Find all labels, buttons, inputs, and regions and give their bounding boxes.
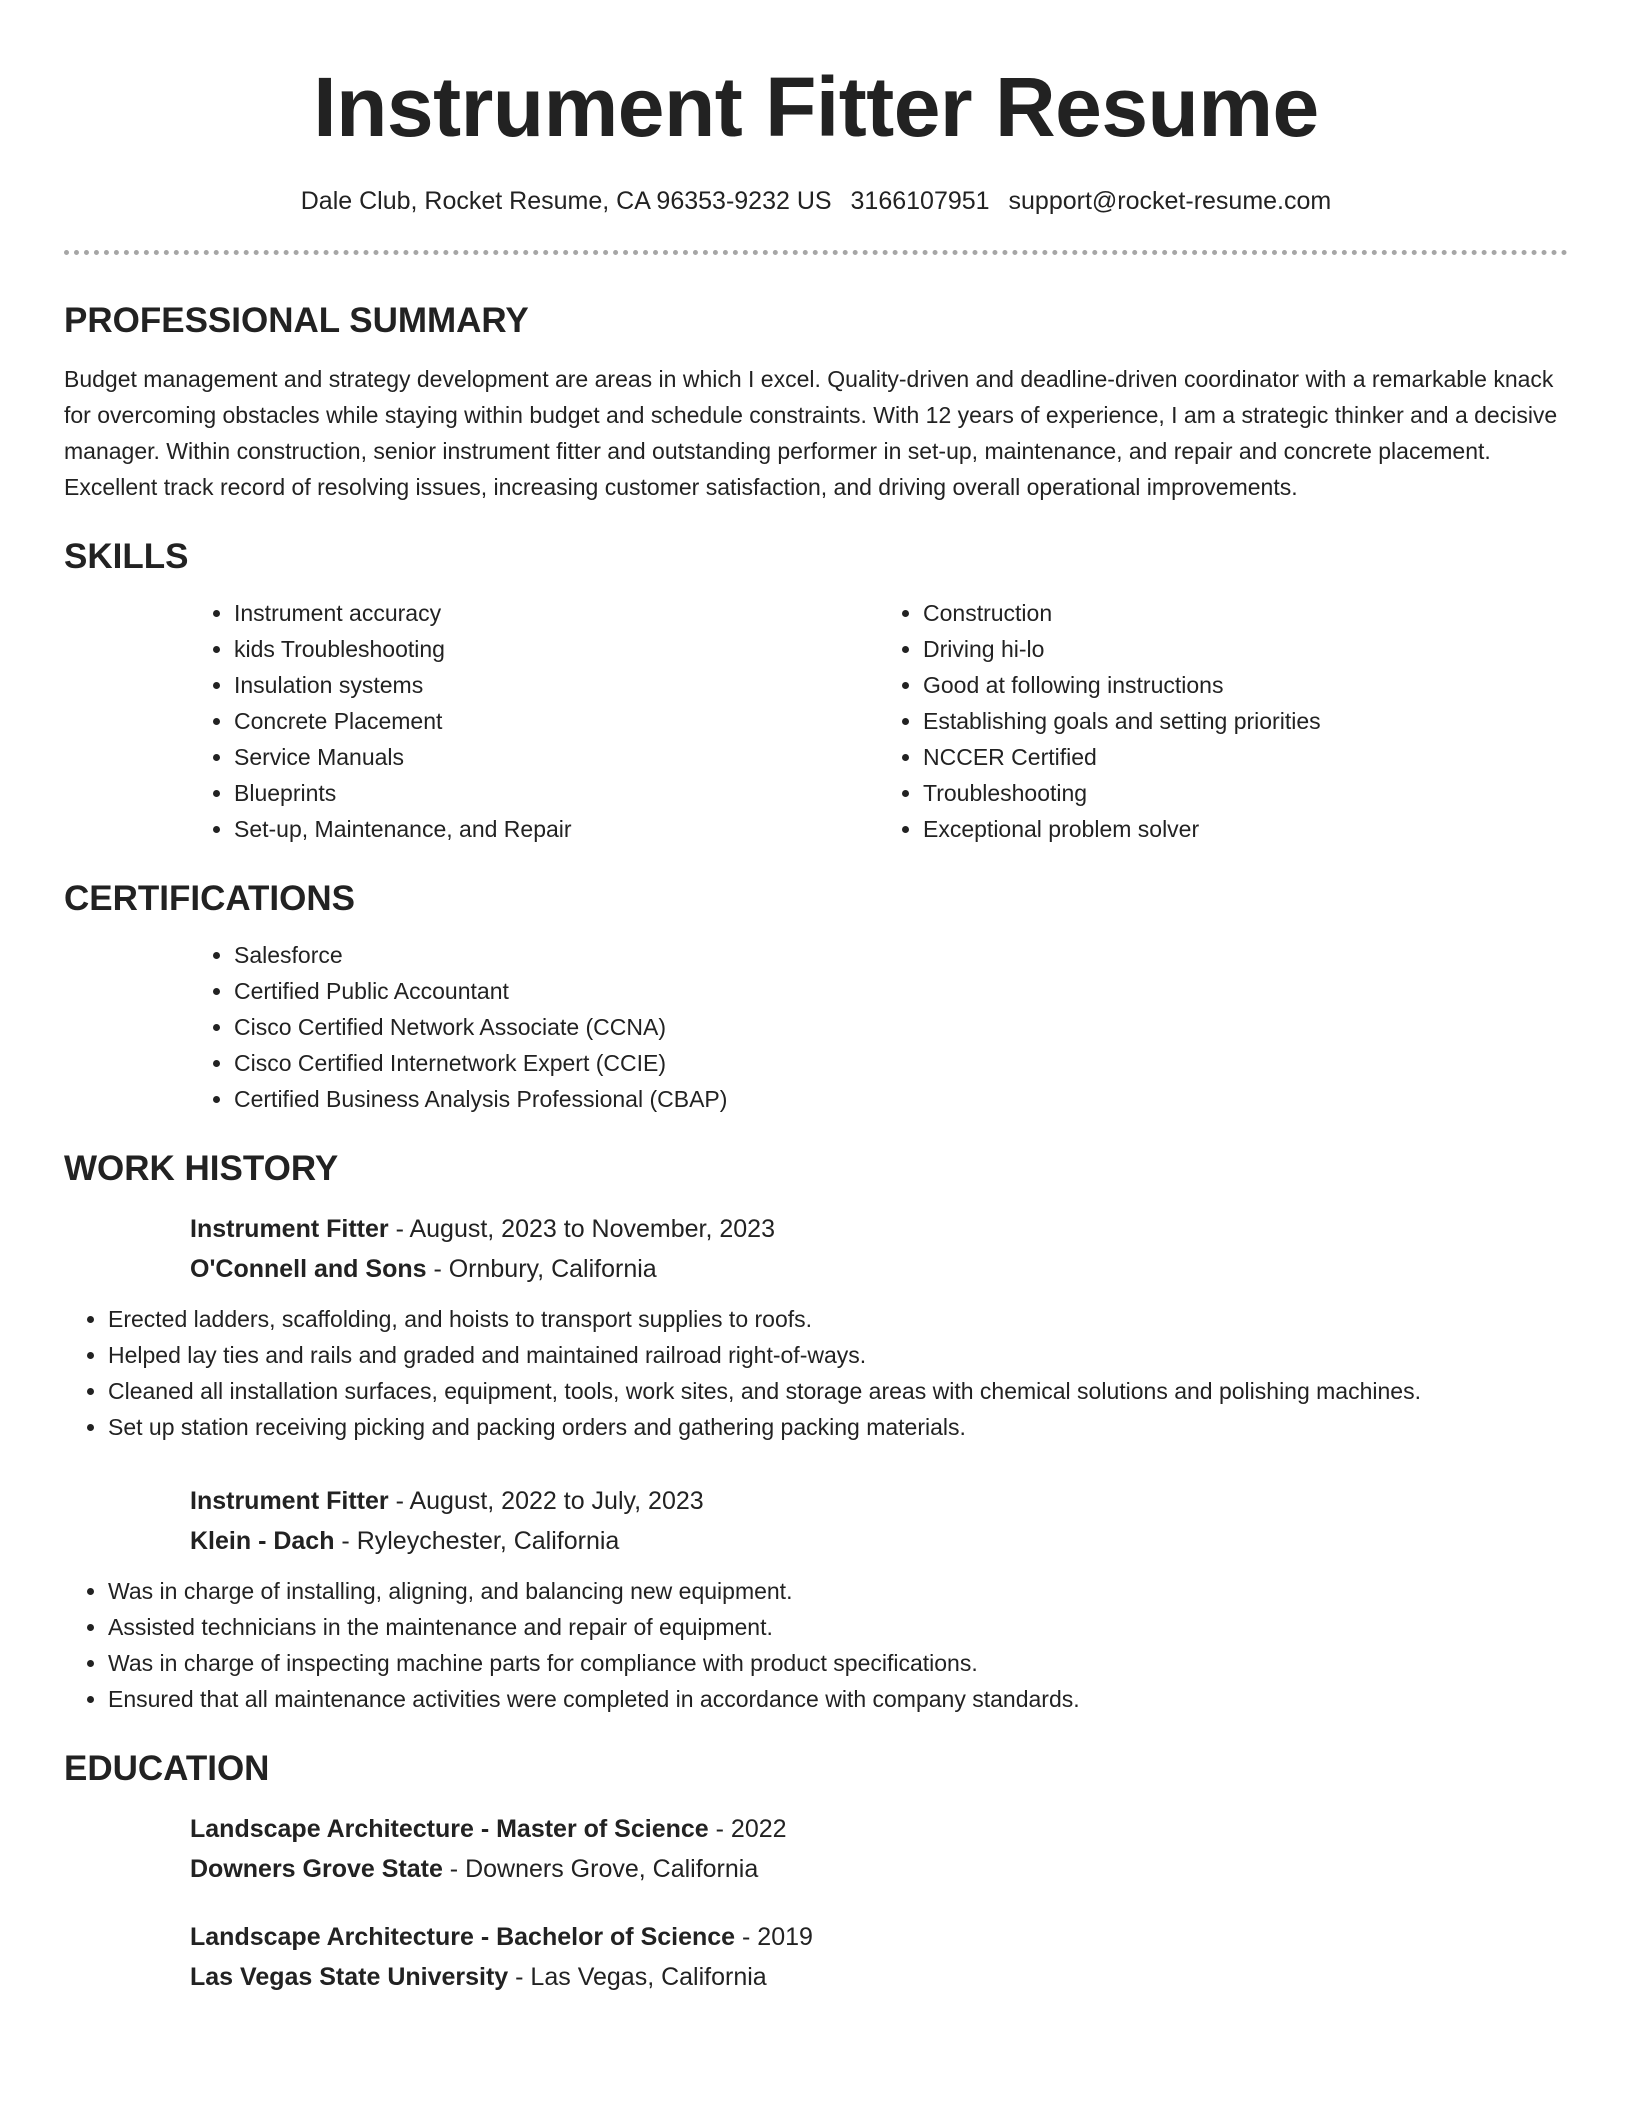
school-location: - Las Vegas, California [508, 1963, 767, 1991]
school-line [190, 1957, 1568, 1997]
skill-item: • Service Manuals [234, 739, 879, 775]
job-company: Klein - Dach [190, 1527, 335, 1555]
work-history-heading: WORK HISTORY [64, 1149, 339, 1188]
certification-item: • Cisco Certified Internetwork Expert (CCIE) [234, 1045, 1568, 1081]
contact-phone: 3166107951 [850, 187, 990, 215]
degree: Landscape Architecture - Bachelor of Science [190, 1923, 736, 1951]
contact-email: support@rocket-resume.com [1008, 187, 1332, 215]
job-entry [108, 1209, 1568, 1445]
degree: Landscape Architecture - Master of Science [190, 1815, 709, 1843]
job-title-line [190, 1209, 1568, 1249]
job-duty: • Helped lay ties and rails and graded and maintained railroad right-of-ways. [108, 1337, 1568, 1373]
skill-item: • Instrument accuracy [234, 595, 879, 631]
job-dates: - August, 2023 to November, 2023 [388, 1215, 775, 1243]
school: Las Vegas State University [190, 1963, 509, 1991]
summary-text: Budget management and strategy development are areas in which I excel. Quality-driven and deadline-driven coordinator with a remarkable knack for overcoming obstacles while staying within budget and schedule constraints. With 12 years of experience, I am a strategic thinker and a decisive manager. Within construction, senior instrument fitter and outstanding performer in set-up, maintenance, and repair and concrete placement. Excellent track record of resolving issues, increasing customer satisfaction, and driving overall operational improvements. [64, 366, 1558, 500]
job-duties-list [108, 1573, 1568, 1717]
header-divider [64, 250, 1568, 255]
job-entry [108, 1481, 1568, 1717]
degree-line [190, 1809, 1568, 1849]
skill-item: • Blueprints [234, 775, 879, 811]
skill-item: • Insulation systems [234, 667, 879, 703]
education-entry [190, 1917, 1568, 1997]
school: Downers Grove State [190, 1855, 443, 1883]
education-entry [190, 1809, 1568, 1889]
certification-item: • Certified Public Accountant [234, 973, 1568, 1009]
skill-item: • Troubleshooting [923, 775, 1568, 811]
certifications-list-wrap [190, 937, 1568, 1117]
job-location: - Ryleychester, California [334, 1527, 620, 1555]
skill-item: • Establishing goals and setting priorities [923, 703, 1568, 739]
skill-item: • Good at following instructions [923, 667, 1568, 703]
skill-item: • Construction [923, 595, 1568, 631]
school-location: - Downers Grove, California [442, 1855, 759, 1883]
degree-line [190, 1917, 1568, 1957]
degree-year: - 2022 [708, 1815, 787, 1843]
skills-right-list [879, 595, 1568, 847]
job-location: - Ornbury, California [426, 1255, 657, 1283]
certification-item: • Salesforce [234, 937, 1568, 973]
certifications-list [190, 937, 1568, 1117]
job-company-line [190, 1249, 1568, 1289]
job-duty: • Was in charge of inspecting machine parts for compliance with product specifications. [108, 1645, 1568, 1681]
contact-address: Dale Club, Rocket Resume, CA 96353-9232 US [300, 187, 832, 215]
job-company-line [190, 1521, 1568, 1561]
certifications-heading: CERTIFICATIONS [64, 879, 356, 918]
job-company: O'Connell and Sons [190, 1255, 427, 1283]
summary-heading: PROFESSIONAL SUMMARY [64, 301, 529, 340]
job-duty: • Was in charge of installing, aligning, and balancing new equipment. [108, 1573, 1568, 1609]
skill-item: • Driving hi-lo [923, 631, 1568, 667]
skill-item: • kids Troubleshooting [234, 631, 879, 667]
skills-heading: SKILLS [64, 537, 189, 576]
contact-line [64, 184, 1568, 218]
degree-year: - 2019 [735, 1923, 813, 1951]
job-duty: • Cleaned all installation surfaces, equipment, tools, work sites, and storage areas with chemical solutions and polishing machines. [108, 1373, 1568, 1409]
skill-item: • NCCER Certified [923, 739, 1568, 775]
skill-item: • Set-up, Maintenance, and Repair [234, 811, 879, 847]
job-title: Instrument Fitter [190, 1487, 389, 1515]
skills-grid [190, 595, 1568, 847]
job-duty: • Erected ladders, scaffolding, and hoists to transport supplies to roofs. [108, 1301, 1568, 1337]
skills-left-list [190, 595, 879, 847]
resume-title: Instrument Fitter Resume [313, 60, 1319, 154]
resume-page [64, 0, 1568, 1997]
skill-item: • Concrete Placement [234, 703, 879, 739]
job-duties-list [108, 1301, 1568, 1445]
education-heading: EDUCATION [64, 1749, 270, 1788]
certification-item: • Certified Business Analysis Professional (CBAP) [234, 1081, 1568, 1117]
job-dates: - August, 2022 to July, 2023 [388, 1487, 704, 1515]
skill-item: • Exceptional problem solver [923, 811, 1568, 847]
job-title-line [190, 1481, 1568, 1521]
job-duty: • Ensured that all maintenance activities were completed in accordance with company standards. [108, 1681, 1568, 1717]
job-duty: • Set up station receiving picking and packing orders and gathering packing materials. [108, 1409, 1568, 1445]
school-line [190, 1849, 1568, 1889]
job-title: Instrument Fitter [190, 1215, 389, 1243]
certification-item: • Cisco Certified Network Associate (CCNA) [234, 1009, 1568, 1045]
job-duty: • Assisted technicians in the maintenance and repair of equipment. [108, 1609, 1568, 1645]
